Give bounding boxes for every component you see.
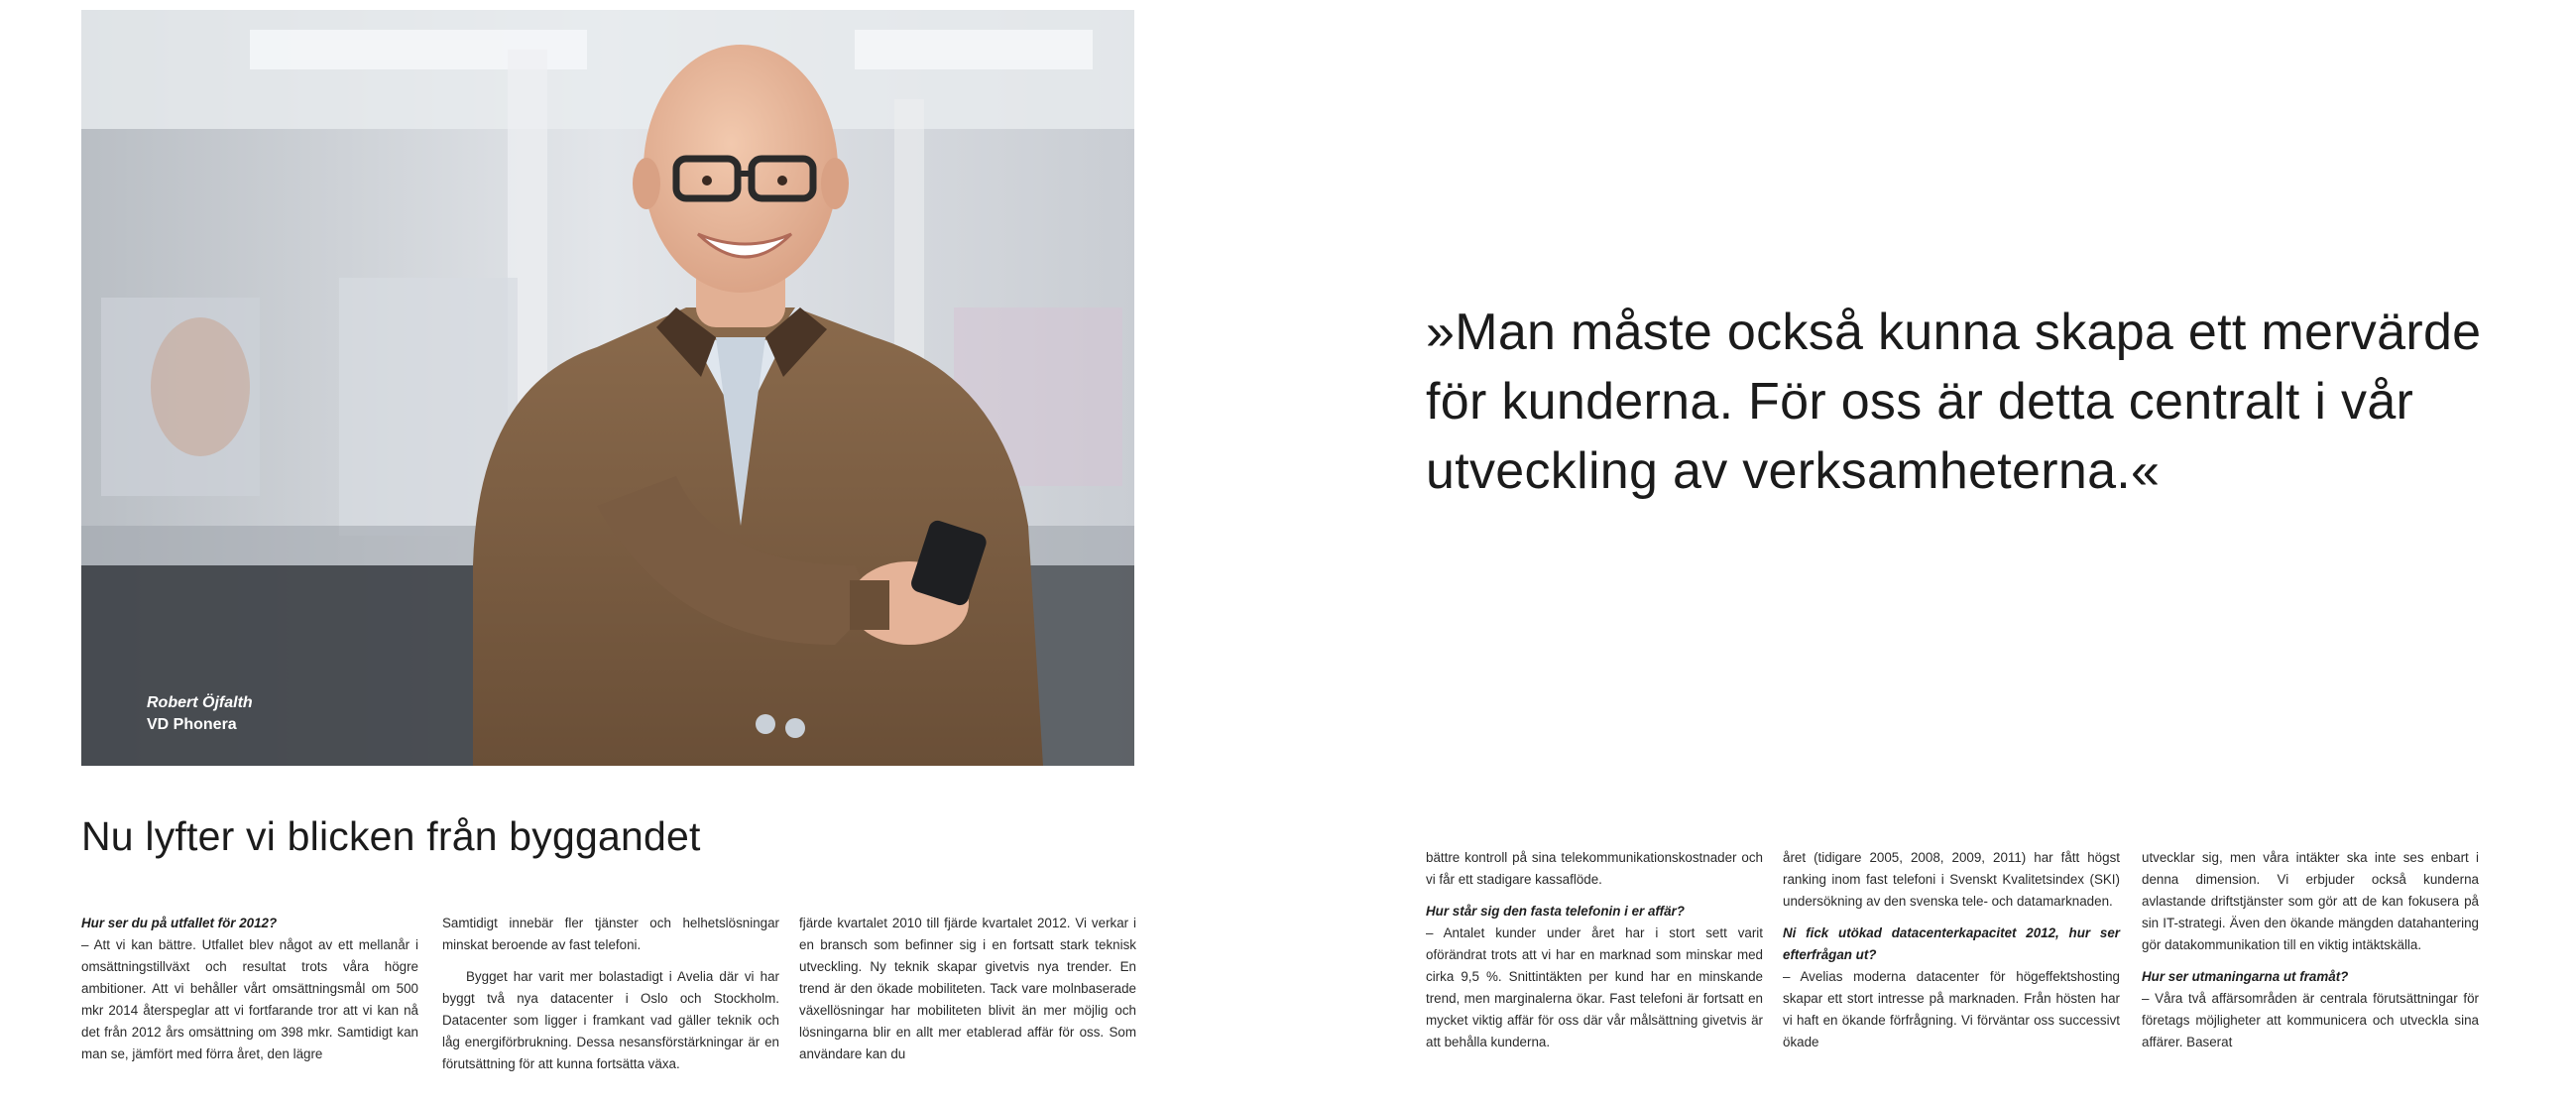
pull-quote	[1426, 298, 2536, 506]
text-column-3	[799, 913, 1136, 1065]
text-column-4	[1426, 847, 1763, 1053]
pull-quote-line: utveckling av verksamheterna.«	[1426, 442, 2161, 500]
article-headline: Nu lyfter vi blicken från byggandet	[81, 813, 701, 859]
paragraph: – Att vi kan bättre. Utfallet blev något av ett mellanår i omsättningstillväxt och resultat trots våra högre ambitioner. Att vi behåller vårt omsättningsmål om 500 mkr 2014 återspeglar att vi fortfarande tror att vi kan nå det från 2012 års omsättning om 398 mkr. Samtidigt kan man se, jämfört med förra året, den lägre	[81, 937, 418, 1061]
paragraph: året (tidigare 2005, 2008, 2009, 2011) har fått högst ranking inom fast telefoni i Svenskt Kvalitetsindex (SKI) undersökning av den svenska tele- och datamarknaden.	[1783, 850, 2120, 909]
photo-caption	[147, 692, 253, 736]
interview-question: Hur ser du på utfallet för 2012?	[81, 916, 278, 930]
paragraph: – Antalet kunder under året har i stort sett varit oförändrat trots att vi har en marknad som minskar med cirka 9,5 %. Snittintäkten per kund har en minskande trend, men marginalerna ökar. Fast telefoni är fortsatt en mycket viktig affär för oss där vår målsättning givetvis är att behålla kunderna.	[1426, 925, 1763, 1049]
text-column-2	[442, 913, 779, 1075]
paragraph: Bygget har varit mer bolastadigt i Avelia där vi har byggt två nya datacenter i Oslo och Stockholm. Datacenter som ligger i framkant vad gäller teknik och låg energiförbrukning. Dessa nesansförstärkningar är en förutsättning för att kunna fortsätta växa.	[442, 969, 779, 1071]
text-column-5	[1783, 847, 2120, 1053]
paragraph: utvecklar sig, men våra intäkter ska inte ses enbart i denna dimension. Vi erbjuder också kunderna avlastande driftstjänster som gör att de kan fokusera på sin IT-strategi. Även den ökande mängden datahantering gör datakommunikation till en viktig intäktskälla.	[2142, 850, 2479, 952]
text-column-6	[2142, 847, 2479, 1053]
paragraph: fjärde kvartalet 2010 till fjärde kvartalet 2012. Vi verkar i en bransch som befinner sig i en fortsatt stark teknisk utveckling. Ny teknik skapar givetvis nya trender. En trend är den ökade mobiliteten. Tack vare molnbaserade växellösningar har mobiliteten blivit än mer möjlig och lösningarna blir en allt mer etablerad affär för oss. Som användare kan du	[799, 916, 1136, 1061]
paragraph: – Avelias moderna datacenter för högeffektshosting skapar ett stort intresse på marknaden. Från hösten har vi haft en ökande förfrågning. Vi förväntar oss successivt ökade	[1783, 969, 2120, 1049]
paragraph: Samtidigt innebär fler tjänster och helhetslösningar minskat beroende av fast telefoni.	[442, 916, 779, 952]
interview-question: Hur ser utmaningarna ut framåt?	[2142, 969, 2349, 984]
pull-quote-line: »Man måste också kunna skapa ett mervärde	[1426, 304, 2482, 361]
interview-question: Ni fick utökad datacenterkapacitet 2012, hur ser efterfrågan ut?	[1783, 925, 2120, 962]
portrait-photo	[81, 10, 1134, 766]
portrait-illustration	[81, 10, 1134, 766]
caption-role: VD Phonera	[147, 716, 237, 733]
caption-name: Robert Öjfalth	[147, 694, 253, 711]
text-column-1	[81, 913, 418, 1065]
paragraph: bättre kontroll på sina telekommunikationskostnader och vi får ett stadigare kassaflöde.	[1426, 850, 1763, 887]
interview-question: Hur står sig den fasta telefonin i er affär?	[1426, 904, 1685, 919]
pull-quote-line: för kunderna. För oss är detta centralt i vår	[1426, 373, 2414, 430]
paragraph: – Våra två affärsområden är centrala förutsättningar för företags möjligheter att kommunicera och utveckla sina affärer. Baserat	[2142, 991, 2479, 1049]
